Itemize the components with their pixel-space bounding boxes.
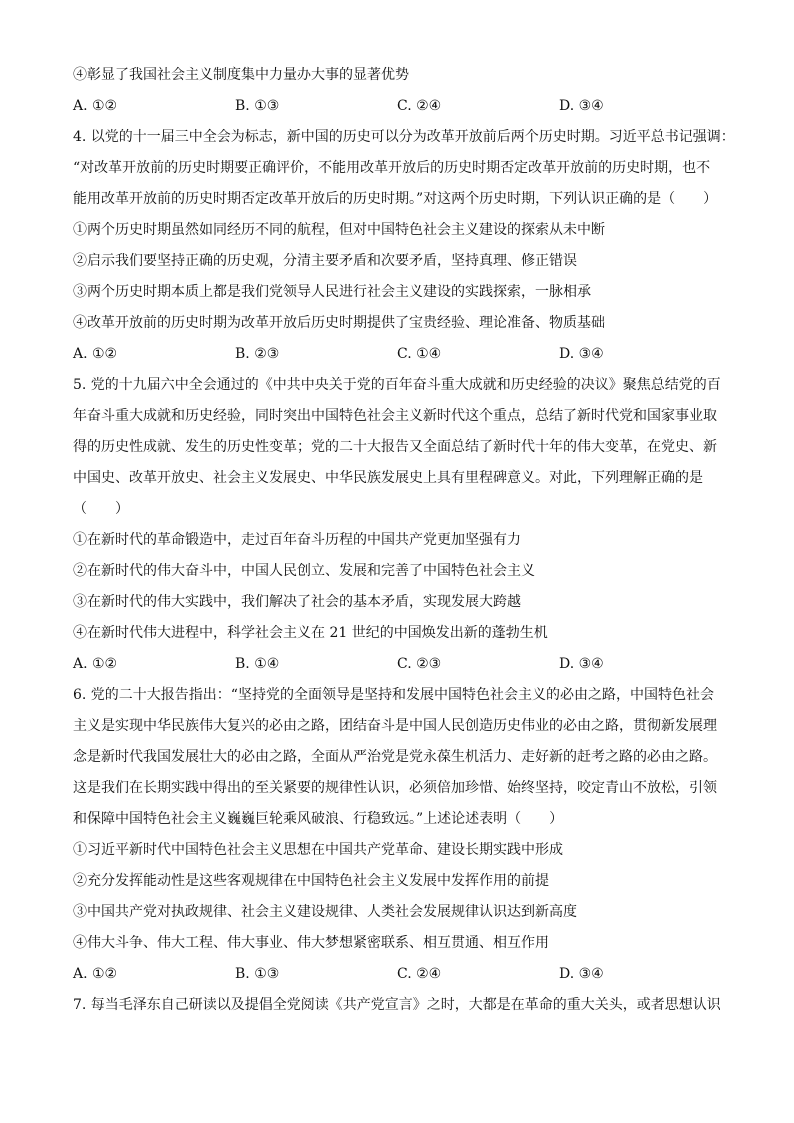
exam-page (73, 60, 735, 1021)
option-b: B. ①④ (235, 656, 280, 672)
option-statement: ③中国共产党对执政规律、社会主义建设规律、人类社会发展规律认识达到新高度 (73, 904, 577, 920)
option-a: A. ①② (73, 656, 118, 672)
option-a: A. ①② (73, 346, 118, 362)
option-c: C. ②③ (397, 656, 442, 672)
question-4 (73, 122, 735, 370)
answer-blank: （ ） (73, 501, 129, 517)
question-stem: 中国史、改革开放史、社会主义发展史、中华民族发展史上具有里程碑意义。对此，下列理解正确的是 (73, 470, 703, 486)
question-stem: 5. 党的十九届六中全会通过的《中共中央关于党的百年奋斗重大成就和历史经验的决议》聚焦总结党的百 (73, 377, 721, 393)
option-b: B. ②③ (235, 346, 280, 362)
question-5 (73, 370, 723, 680)
question-stem: 念是新时代我国发展壮大的必由之路，全面从严治党是党永葆生机活力、走好新的赶考之路的必由之路。 (73, 749, 717, 765)
option-statement: ②在新时代的伟大奋斗中，中国人民创立、发展和完善了中国特色社会主义 (73, 563, 535, 579)
option-d: D. ③④ (559, 966, 604, 982)
option-d: D. ③④ (559, 98, 604, 114)
question-stem: 这是我们在长期实践中得出的至关紧要的规律性认识，必须倍加珍惜、始终坚持，咬定青山不放松，引领 (73, 780, 717, 796)
option-d: D. ③④ (559, 346, 604, 362)
question-stem: 6. 党的二十大报告指出：“坚持党的全面领导是坚持和发展中国特色社会主义的必由之路，中国特色社会 (73, 687, 714, 703)
question-stem: 7. 每当毛泽东自己研读以及提倡全党阅读《共产党宣言》之时，大都是在革命的重大关头，或者思想认识 (73, 997, 721, 1013)
option-statement: ④在新时代伟大进程中，科学社会主义在 21 世纪的中国焕发出新的蓬勃生机 (73, 625, 548, 641)
question-stem: 年奋斗重大成就和历史经验，同时突出中国特色社会主义新时代这个重点，总结了新时代党和国家事业取 (73, 408, 717, 424)
question-7 (73, 990, 723, 1021)
option-statement: ③两个历史时期本质上都是我们党领导人民进行社会主义建设的实践探索，一脉相承 (73, 284, 591, 300)
question-stem: “对改革开放前的历史时期要正确评价，不能用改革开放后的历史时期否定改革开放前的历史时期，也不 (73, 160, 711, 176)
option-statement: ②充分发挥能动性是这些客观规律在中国特色社会主义发展中发挥作用的前提 (73, 873, 549, 889)
option-c: C. ②④ (397, 98, 442, 114)
option-statement: ①两个历史时期虽然如同经历不同的航程，但对中国特色社会主义建设的探索从未中断 (73, 222, 605, 238)
option-c: C. ②④ (397, 966, 442, 982)
question-stem: 能用改革开放前的历史时期否定改革开放后的历史时期。”对这两个历史时期，下列认识正确的是（ ） (73, 191, 718, 207)
question-stem: 主义是实现中华民族伟大复兴的必由之路，团结奋斗是中国人民创造历史伟业的必由之路，贯彻新发展理 (73, 718, 717, 734)
option-b: B. ①③ (235, 966, 280, 982)
answer-options (73, 91, 723, 122)
option-statement: ④伟大斗争、伟大工程、伟大事业、伟大梦想紧密联系、相互贯通、相互作用 (73, 935, 549, 951)
option-statement: ②启示我们要坚持正确的历史观，分清主要矛盾和次要矛盾，坚持真理、修正错误 (73, 253, 577, 269)
option-statement: ④彰显了我国社会主义制度集中力量办大事的显著优势 (73, 67, 409, 83)
option-statement: ①习近平新时代中国特色社会主义思想在中国共产党革命、建设长期实践中形成 (73, 842, 563, 858)
question-stem: 得的历史性成就、发生的历史性变革；党的二十大报告又全面总结了新时代十年的伟大变革，在党史、新 (73, 439, 717, 455)
option-statement: ③在新时代的伟大实践中，我们解决了社会的基本矛盾，实现发展大跨越 (73, 594, 521, 610)
answer-options (73, 339, 723, 370)
question-stem: 和保障中国特色社会主义巍巍巨轮乘风破浪、行稳致远。”上述论述表明（ ） (73, 811, 564, 827)
option-b: B. ①③ (235, 98, 280, 114)
answer-options (73, 959, 723, 990)
question-6 (73, 680, 723, 990)
option-statement: ④改革开放前的历史时期为改革开放后历史时期提供了宝贵经验、理论准备、物质基础 (73, 315, 605, 331)
answer-options (73, 649, 723, 680)
option-a: A. ①② (73, 98, 118, 114)
option-a: A. ①② (73, 966, 118, 982)
option-c: C. ①④ (397, 346, 442, 362)
question-stem: 4. 以党的十一届三中全会为标志，新中国的历史可以分为改革开放前后两个历史时期。习近平总书记强调： (73, 129, 735, 145)
option-d: D. ③④ (559, 656, 604, 672)
option-statement: ①在新时代的革命锻造中，走过百年奋斗历程的中国共产党更加坚强有力 (73, 532, 521, 548)
